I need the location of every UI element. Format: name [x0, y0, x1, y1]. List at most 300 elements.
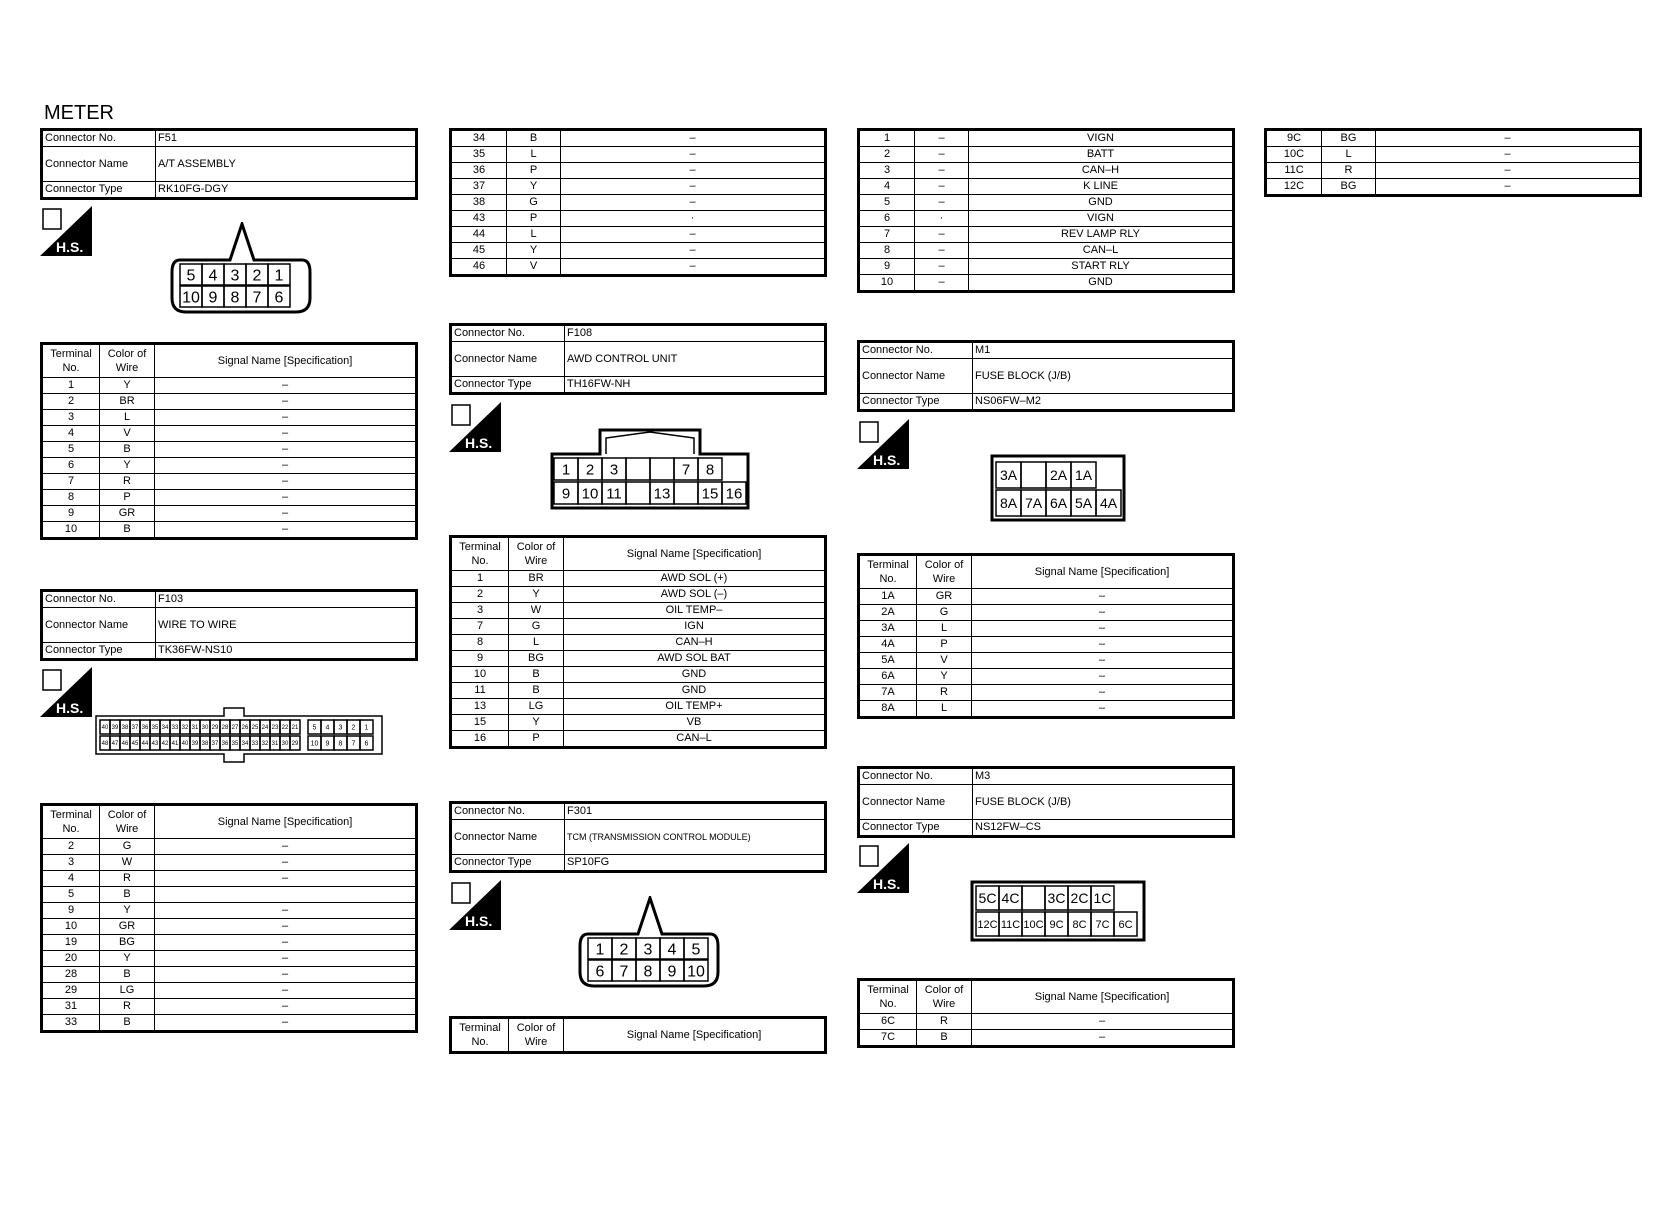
color-cell: R [1322, 163, 1376, 179]
connector-pin [280, 720, 290, 734]
terminal-no-cell: 33 [42, 1015, 100, 1032]
table-row [451, 179, 826, 195]
pin-label: 47 [111, 741, 119, 748]
connector-pin [1068, 886, 1091, 910]
table-row [42, 839, 417, 855]
pin-label: 5 [691, 941, 701, 959]
signal-cell: – [972, 637, 1234, 653]
terminal-no-cell: 43 [451, 211, 507, 227]
table-row [859, 259, 1234, 275]
color-cell: B [507, 130, 561, 147]
connector-pin [246, 264, 268, 285]
pin-label: 3 [338, 724, 343, 732]
pin-label: 3 [609, 461, 619, 479]
color-cell: B [100, 442, 155, 458]
hs-icon [40, 206, 92, 256]
color-cell: P [509, 731, 564, 748]
pin-label: 33 [251, 741, 259, 748]
hs-label: H.S. [56, 700, 84, 716]
pin-label: 5C [978, 890, 997, 907]
pin-label: 35 [151, 725, 159, 732]
pin-label: 3 [643, 941, 653, 959]
connector-pin [1045, 912, 1068, 936]
color-cell: Y [507, 179, 561, 195]
connector-pin [240, 720, 250, 734]
connector-pin [1071, 490, 1096, 516]
f108-terminal-table [449, 535, 827, 749]
color-header: Color of Wire [100, 344, 155, 378]
pin-label: 26 [241, 725, 249, 732]
connector-pin [999, 912, 1022, 936]
pin-label: 15 [701, 485, 719, 503]
signal-cell: – [155, 410, 417, 426]
table-row [451, 731, 826, 748]
signal-cell: – [155, 935, 417, 951]
terminal-no-cell: 7 [451, 619, 509, 635]
signal-cell: AWD SOL (–) [564, 587, 826, 603]
hs-label: H.S. [873, 452, 901, 468]
connector-pin [224, 286, 246, 307]
table-row [1266, 147, 1641, 163]
terminal-no-cell: 4 [42, 871, 100, 887]
terminal-no-cell: 1 [42, 378, 100, 394]
pin-label: 8 [643, 963, 653, 981]
table-row [859, 605, 1234, 621]
color-cell: – [915, 147, 969, 163]
terminal-no-cell: 9 [42, 903, 100, 919]
connector-type-value: TK36FW-NS10 [156, 643, 417, 660]
color-cell: BR [509, 571, 564, 587]
connector-pin [120, 720, 130, 734]
color-cell: L [917, 701, 972, 718]
signal-cell: – [155, 490, 417, 506]
connector-pin [1071, 462, 1096, 488]
connector-pin [588, 938, 612, 959]
connector-pin [240, 736, 250, 750]
color-header: Color of Wire [509, 1018, 564, 1053]
signal-cell: GND [564, 667, 826, 683]
pin-label: 43 [151, 741, 159, 748]
pin-label: 2C [1070, 890, 1089, 907]
pin-label: 16 [725, 485, 743, 503]
color-cell: · [915, 211, 969, 227]
terminal-no-cell: 10 [859, 275, 915, 292]
pin-label: 34 [241, 741, 249, 748]
terminal-no-cell: 2 [42, 394, 100, 410]
signal-cell: – [155, 442, 417, 458]
terminal-no-cell: 6 [859, 211, 915, 227]
pin-label: 46 [121, 741, 129, 748]
connector-pin [210, 720, 220, 734]
terminal-no-cell: 12C [1266, 179, 1322, 196]
signal-header: Signal Name [Specification] [564, 1018, 826, 1053]
connector-no-label: Connector No. [859, 768, 973, 785]
m1-info-table [857, 340, 1235, 412]
f51-info-table [40, 128, 418, 200]
signal-cell: CAN–H [969, 163, 1234, 179]
signal-cell: AWD SOL BAT [564, 651, 826, 667]
table-row [451, 667, 826, 683]
table-row [451, 163, 826, 179]
pin-label: 1C [1093, 890, 1112, 907]
terminal-no-cell: 44 [451, 227, 507, 243]
pin-label: 1 [561, 461, 571, 479]
pin-label: 2A [1049, 467, 1068, 484]
color-cell: V [100, 426, 155, 442]
signal-cell: – [972, 653, 1234, 669]
m3-terminal-continued-block [1264, 128, 1642, 197]
color-cell: GR [917, 589, 972, 605]
signal-cell: – [561, 179, 826, 195]
connector-pin [674, 482, 698, 504]
connector-pin [588, 960, 612, 981]
pin-label: 10C [1023, 918, 1044, 931]
terminal-no-cell: 45 [451, 243, 507, 259]
connector-pin [210, 736, 220, 750]
pin-label: 5A [1074, 495, 1093, 512]
terminal-no-cell: 28 [42, 967, 100, 983]
signal-cell: OIL TEMP– [564, 603, 826, 619]
connector-name-label: Connector Name [859, 359, 973, 394]
terminal-no-cell: 2 [451, 587, 509, 603]
signal-cell: – [561, 130, 826, 147]
color-cell: Y [100, 951, 155, 967]
color-cell: P [917, 637, 972, 653]
signal-cell: – [1376, 163, 1641, 179]
signal-cell: – [1376, 179, 1641, 196]
terminal-no-header: Terminal No. [451, 1018, 509, 1053]
connector-pin [308, 736, 321, 750]
signal-cell [155, 887, 417, 903]
color-cell: BG [509, 651, 564, 667]
signal-cell: – [561, 243, 826, 259]
connector-pin [270, 720, 280, 734]
terminal-no-cell: 13 [451, 699, 509, 715]
terminal-no-cell: 38 [451, 195, 507, 211]
pin-label: 48 [101, 741, 109, 748]
terminal-no-cell: 2 [42, 839, 100, 855]
pin-label: 4 [325, 724, 330, 732]
signal-cell: – [155, 839, 417, 855]
connector-pin [626, 482, 650, 504]
signal-cell: – [155, 474, 417, 490]
connector-pin [170, 736, 180, 750]
connector-type-label: Connector Type [859, 820, 973, 837]
f103-terminal-table [40, 803, 418, 1033]
terminal-no-cell: 10C [1266, 147, 1322, 163]
table-row [451, 715, 826, 731]
pin-label: 6 [595, 963, 605, 981]
terminal-no-cell: 4 [859, 179, 915, 195]
connector-pin [202, 264, 224, 285]
table-row [859, 653, 1234, 669]
table-row [859, 1030, 1234, 1047]
connector-pin [1022, 886, 1045, 910]
color-cell: B [100, 522, 155, 539]
f103-terminal-continued-table [449, 128, 827, 277]
table-row [42, 426, 417, 442]
pin-label: 6A [1049, 495, 1068, 512]
pin-label: 3A [999, 467, 1018, 484]
connector-pin [150, 736, 160, 750]
terminal-no-cell: 31 [42, 999, 100, 1015]
connector-pin [1022, 912, 1045, 936]
pin-label: 29 [211, 725, 219, 732]
signal-header: Signal Name [Specification] [564, 537, 826, 571]
table-row [42, 522, 417, 539]
connector-pin [180, 736, 190, 750]
connector-pin [260, 720, 270, 734]
pin-label: 42 [161, 741, 169, 748]
signal-cell: – [972, 589, 1234, 605]
signal-cell: – [1376, 130, 1641, 147]
table-row [42, 506, 417, 522]
color-cell: G [917, 605, 972, 621]
terminal-no-header: Terminal No. [451, 537, 509, 571]
pin-label: 37 [211, 741, 219, 748]
signal-cell: – [155, 1015, 417, 1032]
pin-label: 10 [182, 289, 200, 307]
connector-pin [976, 912, 999, 936]
signal-cell: – [155, 999, 417, 1015]
table-row [451, 195, 826, 211]
pin-label: 9 [208, 289, 218, 307]
connector-pin [334, 736, 347, 750]
connector-no-value: M3 [973, 768, 1234, 785]
connector-pin [110, 736, 120, 750]
connector-pin [626, 458, 650, 480]
color-cell: Y [100, 903, 155, 919]
signal-cell: VIGN [969, 130, 1234, 147]
connector-pin [684, 938, 708, 959]
connector-pin [612, 960, 636, 981]
connector-pin [100, 720, 110, 734]
table-row [859, 130, 1234, 147]
terminal-no-cell: 1A [859, 589, 917, 605]
terminal-no-header: Terminal No. [859, 980, 917, 1014]
connector-pin [170, 720, 180, 734]
table-row [451, 699, 826, 715]
pin-label: 23 [271, 725, 279, 732]
table-row [451, 571, 826, 587]
connector-pin [202, 286, 224, 307]
pin-label: 7C [1095, 918, 1110, 931]
terminal-no-cell: 10 [42, 522, 100, 539]
color-cell: BR [100, 394, 155, 410]
terminal-no-cell: 2A [859, 605, 917, 621]
terminal-no-cell: 10 [42, 919, 100, 935]
connector-pin [140, 720, 150, 734]
terminal-no-cell: 1 [451, 571, 509, 587]
terminal-no-cell: 7C [859, 1030, 917, 1047]
f301-info-table [449, 801, 827, 873]
pin-label: 31 [191, 725, 199, 732]
table-row [42, 951, 417, 967]
table-row [42, 410, 417, 426]
terminal-no-cell: 19 [42, 935, 100, 951]
pin-label: 4C [1001, 890, 1020, 907]
color-cell: L [509, 635, 564, 651]
connector-pin [100, 736, 110, 750]
signal-cell: VIGN [969, 211, 1234, 227]
signal-cell: – [155, 458, 417, 474]
terminal-no-cell: 11 [451, 683, 509, 699]
terminal-no-cell: 6C [859, 1014, 917, 1030]
signal-header: Signal Name [Specification] [155, 344, 417, 378]
pin-label: 2 [619, 941, 629, 959]
f301-connector-diagram [578, 896, 720, 988]
signal-cell: – [155, 967, 417, 983]
pin-label: 8C [1072, 918, 1087, 931]
color-cell: – [915, 275, 969, 292]
signal-cell: AWD SOL (+) [564, 571, 826, 587]
connector-type-label: Connector Type [859, 394, 973, 411]
hs-icon [449, 880, 501, 930]
pin-label: 6C [1118, 918, 1133, 931]
connector-pin [120, 736, 130, 750]
connector-pin [190, 720, 200, 734]
pin-label: 4 [667, 941, 677, 959]
f103-terminal-block [40, 803, 418, 1033]
table-row [859, 685, 1234, 701]
connector-pin [650, 458, 674, 480]
pin-label: 44 [141, 741, 149, 748]
table-row [859, 701, 1234, 718]
connector-pin [976, 886, 999, 910]
connector-pin [360, 736, 373, 750]
pin-label: 24 [261, 725, 269, 732]
signal-cell: – [972, 1014, 1234, 1030]
color-cell: B [100, 1015, 155, 1032]
signal-cell: – [561, 163, 826, 179]
table-row [42, 442, 417, 458]
pin-label: 36 [221, 741, 229, 748]
signal-cell: GND [969, 195, 1234, 211]
connector-no-label: Connector No. [42, 130, 156, 147]
signal-cell: – [972, 685, 1234, 701]
connector-no-label: Connector No. [451, 803, 565, 820]
connector-pin [660, 938, 684, 959]
color-cell: Y [917, 669, 972, 685]
terminal-no-cell: 15 [451, 715, 509, 731]
connector-pin [1021, 490, 1046, 516]
terminal-no-cell: 35 [451, 147, 507, 163]
f301-info-block [449, 801, 827, 873]
connector-pin [150, 720, 160, 734]
signal-cell: – [155, 506, 417, 522]
color-cell: – [915, 243, 969, 259]
pin-label: 39 [191, 741, 199, 748]
pin-label: 13 [653, 485, 671, 503]
connector-pin [360, 720, 373, 734]
connector-no-value: F103 [156, 591, 417, 608]
signal-cell: BATT [969, 147, 1234, 163]
signal-cell: CAN–L [969, 243, 1234, 259]
color-cell: B [509, 667, 564, 683]
f103-connector-diagram [94, 706, 384, 764]
signal-cell: CAN–H [564, 635, 826, 651]
color-cell: V [507, 259, 561, 276]
hs-icon [449, 402, 501, 452]
terminal-no-cell: 9 [451, 651, 509, 667]
connector-type-value: RK10FG-DGY [156, 182, 417, 199]
signal-cell: GND [969, 275, 1234, 292]
pin-label: 35 [231, 741, 239, 748]
connector-pin [674, 458, 698, 480]
pin-label: 6 [274, 289, 284, 307]
signal-cell: GND [564, 683, 826, 699]
terminal-no-cell: 29 [42, 983, 100, 999]
signal-cell: – [972, 669, 1234, 685]
connector-pin [290, 720, 300, 734]
table-row [42, 394, 417, 410]
connector-pin [602, 482, 626, 504]
f51-terminal-table [40, 342, 418, 540]
table-row [451, 683, 826, 699]
color-cell: W [509, 603, 564, 619]
f301-terminal-continued-block [857, 128, 1235, 293]
table-row [42, 919, 417, 935]
pin-label: 3C [1047, 890, 1066, 907]
color-cell: B [100, 967, 155, 983]
signal-header: Signal Name [Specification] [972, 555, 1234, 589]
connector-pin [347, 736, 360, 750]
table-row [451, 587, 826, 603]
f301-terminal-header-block [449, 1016, 827, 1054]
terminal-no-cell: 6 [42, 458, 100, 474]
connector-pin [268, 286, 290, 307]
connector-pin [1096, 490, 1121, 516]
terminal-no-cell: 3A [859, 621, 917, 637]
table-row [42, 378, 417, 394]
table-row [451, 259, 826, 276]
connector-name-label: Connector Name [42, 147, 156, 182]
pin-label: 12C [977, 918, 998, 931]
hs-icon [857, 843, 909, 893]
hs-label: H.S. [465, 435, 493, 451]
table-row [859, 227, 1234, 243]
color-cell: Y [100, 458, 155, 474]
color-cell: – [915, 259, 969, 275]
table-row [451, 651, 826, 667]
signal-cell: – [155, 983, 417, 999]
pin-label: 5 [312, 724, 317, 732]
table-row [859, 621, 1234, 637]
pin-label: 4 [208, 267, 218, 285]
table-row [859, 589, 1234, 605]
signal-cell: · [561, 211, 826, 227]
connector-pin [578, 458, 602, 480]
table-row [859, 275, 1234, 292]
pin-label: 7 [351, 740, 356, 748]
terminal-no-cell: 8 [451, 635, 509, 651]
pin-label: 31 [271, 741, 279, 748]
terminal-no-cell: 16 [451, 731, 509, 748]
connector-pin [180, 720, 190, 734]
pin-label: 32 [181, 725, 189, 732]
connector-pin [220, 736, 230, 750]
signal-cell: IGN [564, 619, 826, 635]
connector-pin [270, 736, 280, 750]
connector-pin [722, 482, 746, 504]
signal-cell: – [155, 903, 417, 919]
color-header: Color of Wire [917, 980, 972, 1014]
color-cell: L [917, 621, 972, 637]
table-row [42, 983, 417, 999]
terminal-no-cell: 5 [42, 887, 100, 903]
connector-pin [321, 720, 334, 734]
connector-type-value: TH16FW-NH [565, 377, 826, 394]
